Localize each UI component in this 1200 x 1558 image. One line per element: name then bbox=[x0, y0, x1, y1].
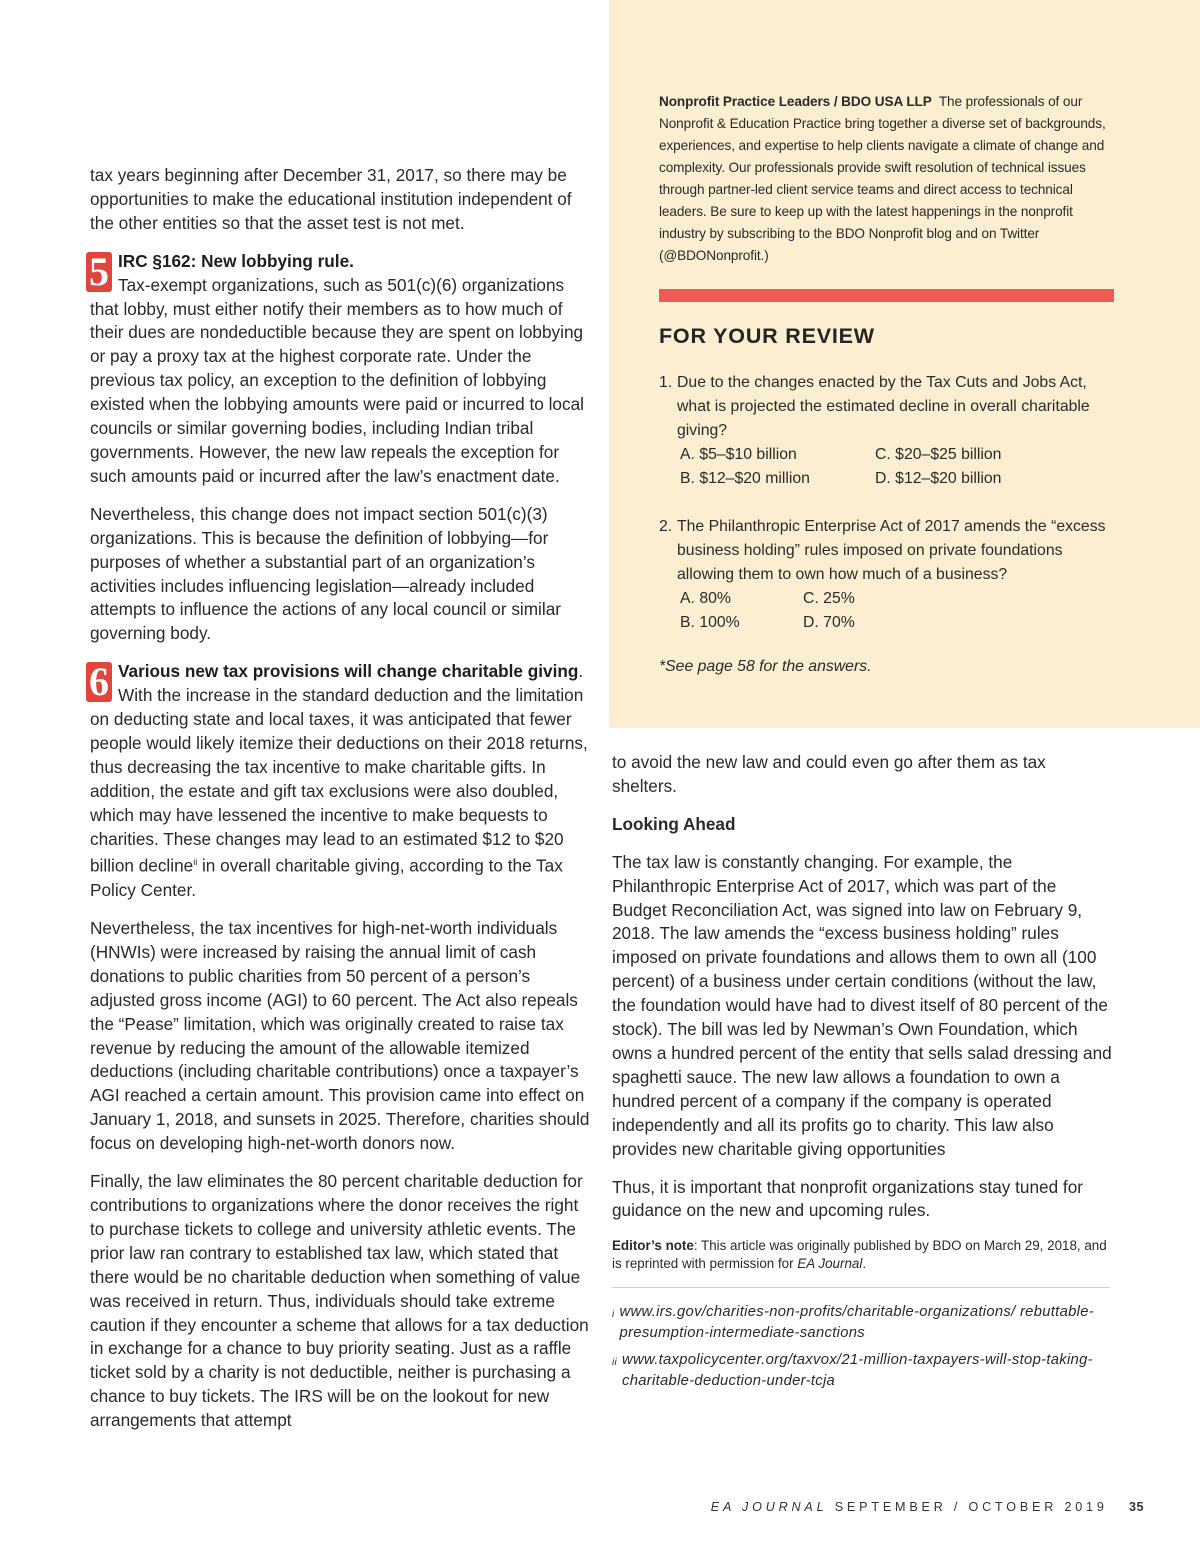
looking-ahead-paragraph: The tax law is constantly changing. For example, the Philanthropic Enterprise Act of 2017, which was part of the Budget Reconciliation Act, was signed into law on February 9, 2018. The law amends the “excess business holding” rules imposed on private foundations and allows them to own all (100 percent) of a business under certain conditions (without the law, the foundation would have had to divest itself of 80 percent of the stock). The bill was led by Newman’s Own Foundation, which owns a hundred percent of the entity that sells salad dressing and spaghetti sauce. The new law allows a foundation to own a hundred percent of a company if the company is operated independently and all its profits go to charity. This law also provides new charitable giving opportunities bbox=[612, 851, 1112, 1159]
looking-ahead-heading: Looking Ahead bbox=[612, 813, 736, 834]
practice-leaders-body: The professionals of our Nonprofit & Education Practice bring together a diverse set of backgrounds, experiences, and expertise to help clients navigate a climate of change and complexity. Our professionals provide swift resolution of technical issues through partner-led client service teams and direct access to technical leaders. Be sure to keep up with the latest happenings in the nonprofit industry by subscribing to the BDO Nonprofit blog and on Twitter (@BDONonprofit.) bbox=[659, 94, 1106, 263]
option-a: A. $5–$10 billion bbox=[680, 446, 797, 463]
review-question-1 bbox=[659, 371, 1117, 491]
question-number: 1. bbox=[659, 374, 673, 391]
practice-leaders-title: Nonprofit Practice Leaders / BDO USA LLP bbox=[659, 94, 932, 109]
item-5 bbox=[90, 250, 590, 489]
item-5-body: Tax-exempt organizations, such as 501(c)(6) organizations that lobby, must either notify their members as to how much of their dues are nondeductible because they are spent on lobbying or pay a proxy tax at the highest corporate rate. Under the previous tax policy, an exception to the definition of lobbying existed when the lobbying amounts were paid or incurred to local councils or similar governing bodies, including Indian tribal governments. However, the new law repeals the exception for such amounts paid or incurred after the law’s enactment date. bbox=[90, 274, 584, 486]
option-d: D. 70% bbox=[803, 614, 855, 631]
item-6-body-a: With the increase in the standard deduction and the limitation on deducting state and local taxes, it was anticipated that fewer people would likely itemize their deductions on their 2018 returns, thus decreasing the tax incentive to make charitable gifts. In addition, the estate and gift tax exclusions were also doubled, which may have lessened the incentive to make bequests to charities. These changes may lead to an estimated $12 to $20 billion decline bbox=[90, 685, 588, 877]
question-number: 2. bbox=[659, 518, 673, 535]
finally-paragraph: Finally, the law eliminates the 80 percent charitable deduction for contributions to organizations where the donor receives the right to purchase tickets to college and university athletic events. The prior law ran contrary to established tax law, which stated that there would be no charitable deduction when something of value was received in return. Thus, individuals should take extreme caution if they encounter a scheme that allows for a tax deduction in exchange for a chance to buy priority seating. Just as a raffle ticket sold by a charity is not deductible, neither is purchasing a chance to buy tickets. The IRS will be on the lookout for new arrangements that attempt bbox=[90, 1171, 589, 1431]
editor-note-label: Editor’s note bbox=[612, 1238, 694, 1254]
practice-leaders-blurb bbox=[659, 91, 1117, 267]
editor-note: Editor’s note: This article was originally published by BDO on March 29, 2018, and is reprinted with permission for EA Journal. bbox=[612, 1238, 1107, 1272]
intro-paragraph: tax years beginning after December 31, 2017, so there may be opportunities to make the educational institution independent of the other entities so that the asset test is not met. bbox=[90, 165, 572, 233]
option-c: C. 25% bbox=[803, 590, 855, 607]
left-column bbox=[90, 164, 590, 1447]
number-badge-6: 6 bbox=[86, 662, 112, 702]
footnote-i: $^i$ www.irs.gov/charities-non-profits/charitable-organizations/ rebuttable-presumption-intermediate-sanctions bbox=[612, 1302, 1112, 1344]
option-c: C. $20–$25 billion bbox=[875, 446, 1002, 463]
footnote-link[interactable]: www.irs.gov/charities-non-profits/charitable-organizations/ rebuttable-presumption-intermediate-sanctions bbox=[619, 1304, 1094, 1342]
item-6: 6 Various new tax provisions will change charitable giving. With the increase in the standard deduction and the limitation on deducting state and local taxes, it was anticipated that fewer people would likely itemize their deductions on their 2018 returns, thus decreasing the tax incentive to make charitable gifts. In addition, the estate and gift tax exclusions were also doubled, which may have lessened the incentive to make bequests to charities. These changes may lead to an estimated $12 to $20 billion decline$^{ii}$ in overall charitable giving, according to the Tax Policy Center. bbox=[90, 660, 590, 903]
item-5-heading: IRC §162: New lobbying rule. bbox=[118, 250, 354, 271]
answer-options bbox=[680, 443, 1117, 491]
option-a: A. 80% bbox=[680, 590, 731, 607]
footnote-divider bbox=[612, 1287, 1110, 1288]
right-column bbox=[612, 751, 1112, 1398]
item-6-body-b: in overall charitable giving, according to the Tax Policy Center. bbox=[90, 856, 563, 901]
nevertheless-paragraph-2: Nevertheless, the tax incentives for high-net-worth individuals (HNWIs) were increased by raising the annual limit of cash donations to public charities from 50 percent of a person’s adjusted gross income (AGI) to 60 percent. The Act also repeals the “Pease” limitation, which was originally created to raise tax revenue by reducing the amount of the allowable itemized deductions (including charitable contributions) once a taxpayer’s AGI reached a certain amount. This provision came into effect on January 1, 2018, and sunsets in 2025. Therefore, charities should focus on developing high-net-worth donors now. bbox=[90, 918, 590, 1154]
footnote-link[interactable]: www.taxpolicycenter.org/taxvox/21-million-taxpayers-will-stop-taking-charitable-deduction-under-tcja bbox=[622, 1352, 1093, 1390]
option-b: B. $12–$20 million bbox=[680, 470, 810, 487]
page-number: 35 bbox=[1128, 1500, 1144, 1514]
question-text: The Philanthropic Enterprise Act of 2017 amends the “excess business holding” rules imposed on private foundations allowing them to own how much of a business? bbox=[677, 518, 1106, 583]
accent-bar bbox=[659, 289, 1114, 302]
page-footer bbox=[711, 1500, 1144, 1514]
answers-note: *See page 58 for the answers. bbox=[659, 658, 872, 675]
footnote-ii: $^{ii}$ www.taxpolicycenter.org/taxvox/21-million-taxpayers-will-stop-taking-charitable-deduction-under-tcja bbox=[612, 1350, 1112, 1392]
review-question-2 bbox=[659, 515, 1117, 635]
item-6-heading: Various new tax provisions will change charitable giving bbox=[118, 661, 579, 682]
answer-options bbox=[680, 587, 1117, 635]
footnote-ref-ii[interactable]: ii bbox=[193, 857, 198, 868]
issue-date: SEPTEMBER / OCTOBER 2019 bbox=[834, 1500, 1108, 1514]
number-badge-5: 5 bbox=[86, 252, 112, 292]
option-d: D. $12–$20 billion bbox=[875, 470, 1002, 487]
nevertheless-paragraph-1: Nevertheless, this change does not impact section 501(c)(3) organizations. This is because the definition of lobbying—for purposes of whether a substantial part of an organization’s activities includes influencing legislation—already included attempts to influence the actions of any local council or similar governing body. bbox=[90, 503, 561, 644]
continuation-paragraph: to avoid the new law and could even go after them as tax shelters. bbox=[612, 752, 1046, 796]
journal-name: EA Journal bbox=[797, 1256, 863, 1272]
option-b: B. 100% bbox=[680, 614, 740, 631]
review-title: FOR YOUR REVIEW bbox=[659, 324, 875, 348]
thus-paragraph: Thus, it is important that nonprofit organizations stay tuned for guidance on the new and upcoming rules. bbox=[612, 1176, 1083, 1221]
journal-title: EA JOURNAL bbox=[710, 1500, 828, 1514]
question-text: Due to the changes enacted by the Tax Cuts and Jobs Act, what is projected the estimated decline in overall charitable giving? bbox=[677, 374, 1090, 439]
